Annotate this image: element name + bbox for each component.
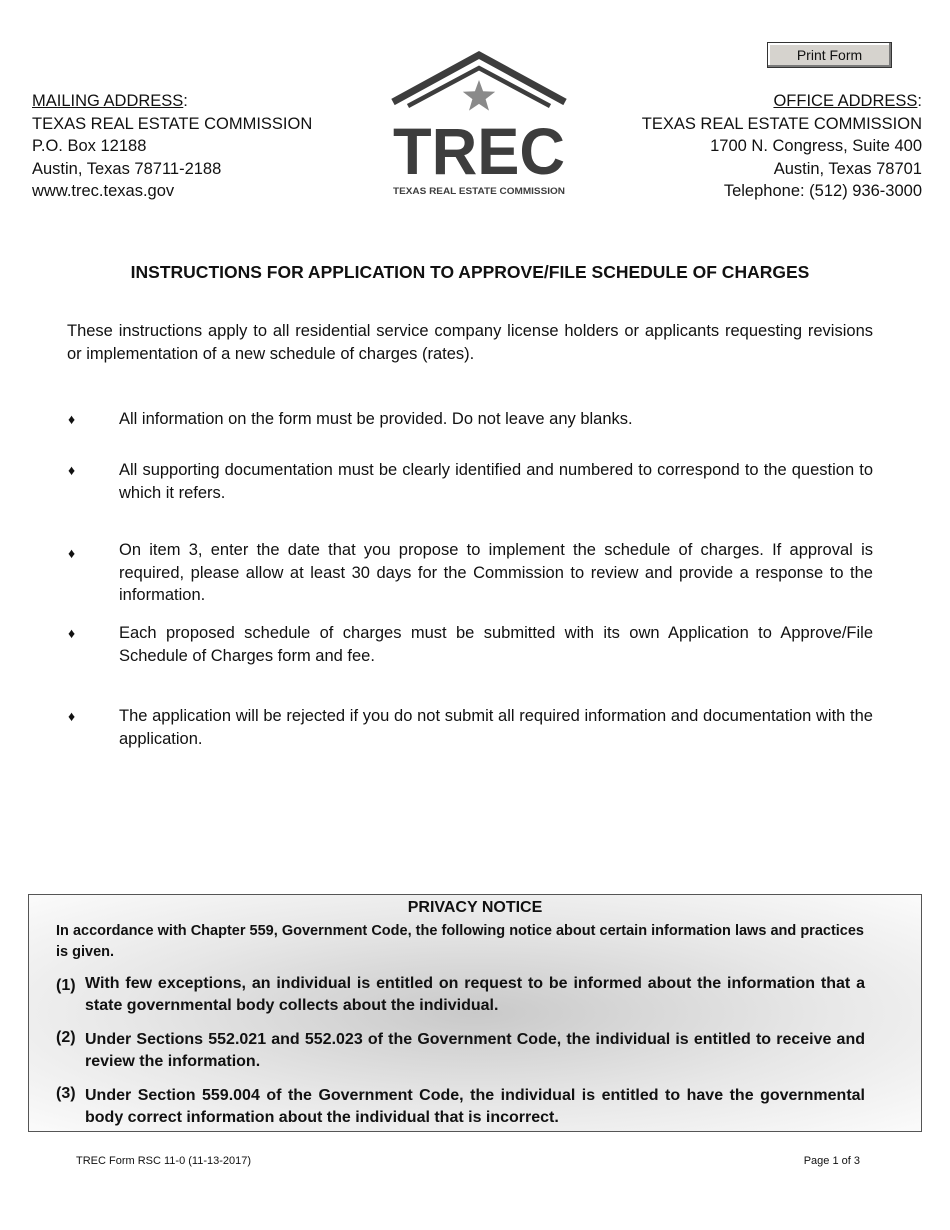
- privacy-notice: [28, 894, 922, 1132]
- bullet-item: All supporting documentation must be clearly identified and numbered to correspond to the question to which it refers.: [119, 461, 873, 502]
- intro-paragraph: These instructions apply to all residential service company license holders or applicants requesting revisions or implementation of a new schedule of charges (rates).: [67, 322, 873, 363]
- bullet-item: The application will be rejected if you do not submit all required information and documentation with the application.: [119, 707, 873, 748]
- office-address-line: 1700 N. Congress, Suite 400: [710, 137, 922, 155]
- star-icon: [463, 80, 495, 111]
- privacy-item: With few exceptions, an individual is entitled on request to be informed about the information that a state governmental body collects about the individual.: [85, 975, 865, 1014]
- mailing-address-line: P.O. Box 12188: [32, 137, 147, 155]
- bullet-diamond-icon: ♦: [68, 462, 76, 478]
- bullet-diamond-icon: ♦: [68, 708, 76, 724]
- logo-wordmark: TREC: [393, 114, 565, 188]
- office-address: OFFICE ADDRESS: TEXAS REAL ESTATE COMMISSION 1700 N. Congress, Suite 400 Austin, Texas 78701 Telephone: (512) 936-3000: [642, 90, 922, 203]
- form-id: TREC Form RSC 11-0 (11-13-2017): [76, 1155, 252, 1167]
- mailing-address-heading: MAILING ADDRESS: [32, 92, 184, 110]
- privacy-item-number: (1): [56, 977, 76, 994]
- office-address-line: Austin, Texas 78701: [773, 159, 922, 178]
- page-number: Page 1 of 3: [803, 1155, 860, 1167]
- bullet-diamond-icon: ♦: [68, 545, 76, 561]
- privacy-item-number: (2): [56, 1029, 76, 1046]
- print-form-button[interactable]: Print Form: [767, 42, 892, 68]
- mailing-address-website: www.trec.texas.gov: [32, 182, 175, 200]
- office-address-line: TEXAS REAL ESTATE COMMISSION: [641, 114, 922, 133]
- bullet-item: All information on the form must be provided. Do not leave any blanks.: [119, 410, 633, 428]
- mailing-address-line: TEXAS REAL ESTATE COMMISSION: [32, 114, 313, 133]
- bullet-diamond-icon: ♦: [68, 411, 76, 427]
- privacy-item-number: (3): [56, 1085, 76, 1102]
- bullet-item: On item 3, enter the date that you propose to implement the schedule of charges. If approval is required, please allow at least 30 days for the Commission to review and provide a response to the information.: [119, 541, 873, 604]
- mailing-address: MAILING ADDRESS: TEXAS REAL ESTATE COMMISSION P.O. Box 12188 Austin, Texas 78711-2188 www.trec.texas.gov: [32, 90, 312, 203]
- office-address-phone: Telephone: (512) 936-3000: [723, 182, 922, 200]
- bullet-item: Each proposed schedule of charges must be submitted with its own Application to Approve/File Schedule of Charges form and fee.: [119, 624, 873, 665]
- bullet-diamond-icon: ♦: [68, 625, 76, 641]
- logo-tagline: TEXAS REAL ESTATE COMMISSION: [393, 186, 565, 196]
- privacy-notice-title: PRIVACY NOTICE: [407, 899, 543, 916]
- mailing-address-line: Austin, Texas 78711-2188: [32, 159, 222, 178]
- office-address-heading: OFFICE ADDRESS: [773, 92, 918, 110]
- privacy-item: Under Section 559.004 of the Government Code, the individual is entitled to have the governmental body correct information about the individual that is incorrect.: [85, 1087, 865, 1126]
- privacy-notice-intro: In accordance with Chapter 559, Government Code, the following notice about certain information laws and practices is given.: [56, 923, 864, 960]
- privacy-item: Under Sections 552.021 and 552.023 of the Government Code, the individual is entitled to receive and review the information.: [85, 1031, 865, 1070]
- page-title: INSTRUCTIONS FOR APPLICATION TO APPROVE/FILE SCHEDULE OF CHARGES: [130, 262, 810, 282]
- trec-logo: [390, 50, 568, 200]
